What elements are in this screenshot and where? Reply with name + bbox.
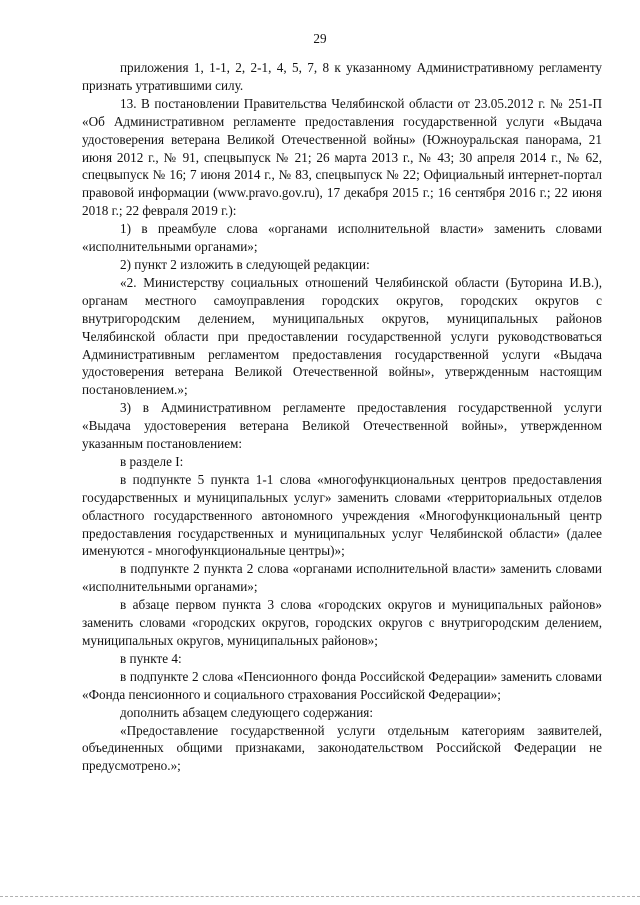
page-number: 29 — [313, 31, 327, 46]
paragraph-section-1: в разделе I: — [120, 453, 184, 469]
document-body — [82, 59, 602, 775]
paragraph-new-point-2: «2. Министерству социальных отношений Челябинской области (Буторина И.В.), органам местного самоуправления городских округов, городских округов с внутригородским делением, муниципальных округов, муниципальных районов Челябинской области при предоставлении государственной услуги руководствоваться Административным регламентом предоставления государственной услуги «Выдача удостоверения ветерана Великой Отечественной войны», утвержденным настоящим постановлением.»; — [82, 274, 602, 398]
paragraph-new-clause-text: «Предоставление государственной услуги отдельным категориям заявителей, объединенных общими признаками, законодательством Российской Федерации не предусмотрено.»; — [82, 722, 602, 774]
bottom-scan-rule — [0, 896, 640, 897]
paragraph-pension-fund: в подпункте 2 слова «Пенсионного фонда Российской Федерации» заменить словами «Фонда пенсионного и социального страхования Российской Федерации»; — [82, 668, 602, 702]
paragraph-item-13: 13. В постановлении Правительства Челябинской области от 23.05.2012 г. № 251-П «Об Административном регламенте предоставления государственной услуги «Выдача удостоверения ветерана Великой Отечественной войны» (Южноуральская панорама, 21 июня 2012 г., № 91, спецвыпуск № 21; 26 марта 2013 г., № 43; 30 апреля 2014 г., № 62, спецвыпуск № 16; 7 июня 2014 г., № 83, спецвыпуск № 22; Официальный интернет-портал правовой информации (www.pravo.gov.ru), 17 декабря 2015 г.; 16 сентября 2016 г.; 22 июня 2018 г.; 22 февраля 2019 г.): — [82, 95, 602, 219]
paragraph-point-4: в пункте 4: — [120, 650, 182, 666]
paragraph-point-3: в абзаце первом пункта 3 слова «городских округов и муниципальных районов» заменить словами «городских округов, городских округов с внутригородским делением, муниципальных округов, муниципальных районов»; — [82, 597, 602, 648]
paragraph-subitem-3: 3) в Административном регламенте предоставления государственной услуги «Выдача удостоверения ветерана Великой Отечественной войны», утвержденном указанным постановлением: — [82, 400, 602, 452]
paragraph-subpoint-5: в подпункте 5 пункта 1-1 слова «многофункциональных центров предоставления государственных и муниципальных услуг» заменить словами «территориальных отделов областного государственного автономного учреждения «Многофункциональный центр предоставления государственных и муниципальных услуг Челябинской области» (далее именуются - многофункциональные центры)»; — [82, 471, 602, 559]
paragraph-appendices-void: приложения 1, 1-1, 2, 2-1, 4, 5, 7, 8 к указанному Административному регламенту признать утратившими силу. — [82, 60, 602, 93]
paragraph-subpoint-2-point-2: в подпункте 2 пункта 2 слова «органами исполнительной власти» заменить словами «исполнительными органами»; — [82, 561, 602, 595]
paragraph-subitem-2: 2) пункт 2 изложить в следующей редакции: — [120, 256, 370, 272]
paragraph-add-clause: дополнить абзацем следующего содержания: — [120, 704, 374, 720]
paragraph-subitem-1: 1) в преамбуле слова «органами исполнительной власти» заменить словами «исполнительными органами»; — [82, 221, 602, 255]
